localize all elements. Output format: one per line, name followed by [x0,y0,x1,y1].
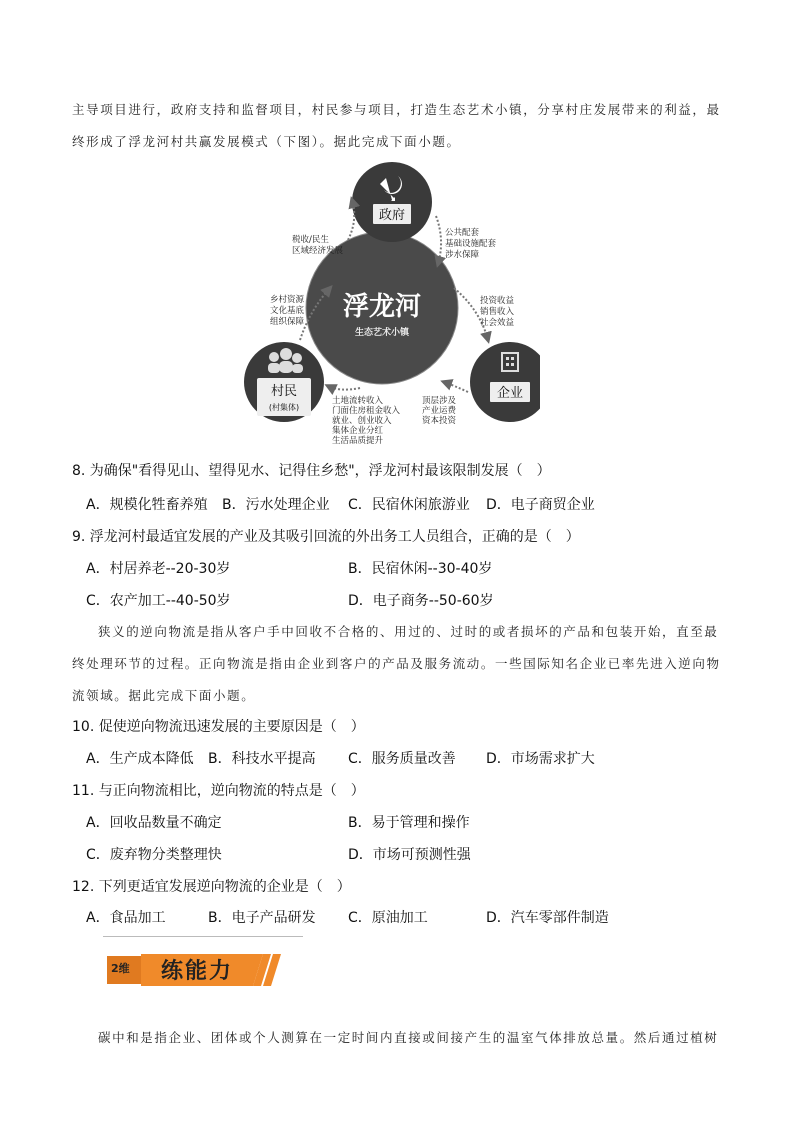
question-10-stem: 10. 促使逆向物流迅速发展的主要原因是（ ） [72,719,365,735]
question-9-option-a: A．村居养老--20-30岁 [86,561,231,577]
question-12-option-a: A．食品加工 [86,910,166,926]
reverse-logistics-paragraph [72,616,722,712]
label-enterprise-3: 社会效益 [480,318,515,328]
village-sublabel: (村集体) [268,403,300,412]
question-11-option-d: D．市场可预测性强 [348,847,471,863]
question-11-stem: 11. 与正向物流相比，逆向物流的特点是（ ） [72,783,365,799]
question-12-option-b: B．电子产品研发 [208,910,316,926]
label-gov-left-2: 区域经济发展 [292,246,344,256]
question-9-option-d: D．电子商务--50-60岁 [348,593,494,609]
label-village-3: 组织保障 [270,317,305,327]
question-10-option-a: A．生产成本降低 [86,751,194,767]
carbon-neutral-paragraph [72,1022,722,1054]
question-12-stem: 12. 下列更适宜发展逆向物流的企业是（ ） [72,879,351,895]
arrow-enterprise-to-bottom [444,382,468,392]
label-bottom-left-1: 土地流转收入 [332,396,384,406]
question-9-option-b: B．民宿休闲--30-40岁 [348,561,493,577]
enterprise-label: 企业 [496,386,524,401]
arrow-bottom-to-village [328,386,360,390]
question-10-option-b: B．科技水平提高 [208,751,316,767]
label-bottom-left-3: 就业、创业收入 [332,416,392,426]
center-title: 浮龙河 [342,292,422,322]
label-gov-right-1: 公共配套 [445,228,480,238]
question-11-option-c: C．废弃物分类整理快 [86,847,222,863]
section-tag: 2维 [111,962,130,975]
win-win-model-diagram [240,160,540,430]
para2-line-3: 流领域。据此完成下面小题。 [72,688,256,703]
para2-line-1: 狭义的逆向物流是指从客户手中回收不合格的、用过的、过时的或者损坏的产品和包装开始，直至最 [98,624,719,639]
label-bottom-right-3: 资本投资 [422,416,457,426]
center-subtitle: 生态艺术小镇 [354,328,410,338]
section-title: 练能力 [161,959,234,984]
label-bottom-left-2: 门面住房租金收入 [332,406,401,416]
label-gov-right-2: 基础设施配套 [445,239,497,249]
label-bottom-left-4: 集体企业分红 [332,426,384,436]
label-bottom-left-5: 生活品质提升 [332,436,384,446]
question-8-option-d: D．电子商贸企业 [486,497,595,513]
para3-line-1: 碳中和是指企业、团体或个人测算在一定时间内直接或间接产生的温室气体排放总量。然后通过植树 [98,1030,719,1045]
question-10-option-d: D．市场需求扩大 [486,751,595,767]
intro-paragraph [72,94,722,158]
label-gov-right-3: 涉水保障 [445,250,480,260]
question-10-option-c: C．服务质量改善 [348,751,456,767]
para2-line-2: 终处理环节的过程。正向物流是指由企业到客户的产品及服务流动。一些国际知名企业已率先进入逆向物 [72,656,721,671]
label-village-1: 乡村资源 [270,295,305,305]
village-label: 村民 [270,384,298,399]
intro-line-2: 终形成了浮龙河村共赢发展模式（下图）。据此完成下面小题。 [72,134,461,149]
question-12-option-c: C．原油加工 [348,910,428,926]
question-8-option-b: B．污水处理企业 [222,497,330,513]
label-bottom-right-2: 产业运费 [422,406,457,416]
question-8-option-a: A．规模化牲畜养殖 [86,497,208,513]
government-label: 政府 [378,208,406,223]
section-banner [103,936,303,996]
question-9-stem: 9. 浮龙河村最适宜发展的产业及其吸引回流的外出务工人员组合，正确的是（ ） [72,529,580,545]
label-enterprise-1: 投资收益 [480,296,515,306]
intro-line-1: 主导项目进行，政府支持和监督项目，村民参与项目，打造生态艺术小镇，分享村庄发展带来的利益，最 [72,102,721,117]
question-8-option-c: C．民宿休闲旅游业 [348,497,470,513]
question-9-option-c: C．农产加工--40-50岁 [86,593,231,609]
label-village-2: 文化基底 [270,306,305,316]
banner-top-rule [103,936,303,937]
label-bottom-right-1: 顶层涉及 [422,396,457,406]
bottom-left-extra-labels [332,426,383,446]
label-enterprise-2: 销售收入 [480,307,515,317]
question-11-option-a: A．回收品数量不确定 [86,815,222,831]
question-8-stem: 8. 为确保"看得见山、望得见水、记得住乡愁"，浮龙河村最该限制发展（ ） [72,463,551,479]
question-11-option-b: B．易于管理和操作 [348,815,470,831]
label-gov-left-1: 税收/民生 [292,235,329,245]
question-12-option-d: D．汽车零部件制造 [486,910,609,926]
government-circle [352,162,432,242]
